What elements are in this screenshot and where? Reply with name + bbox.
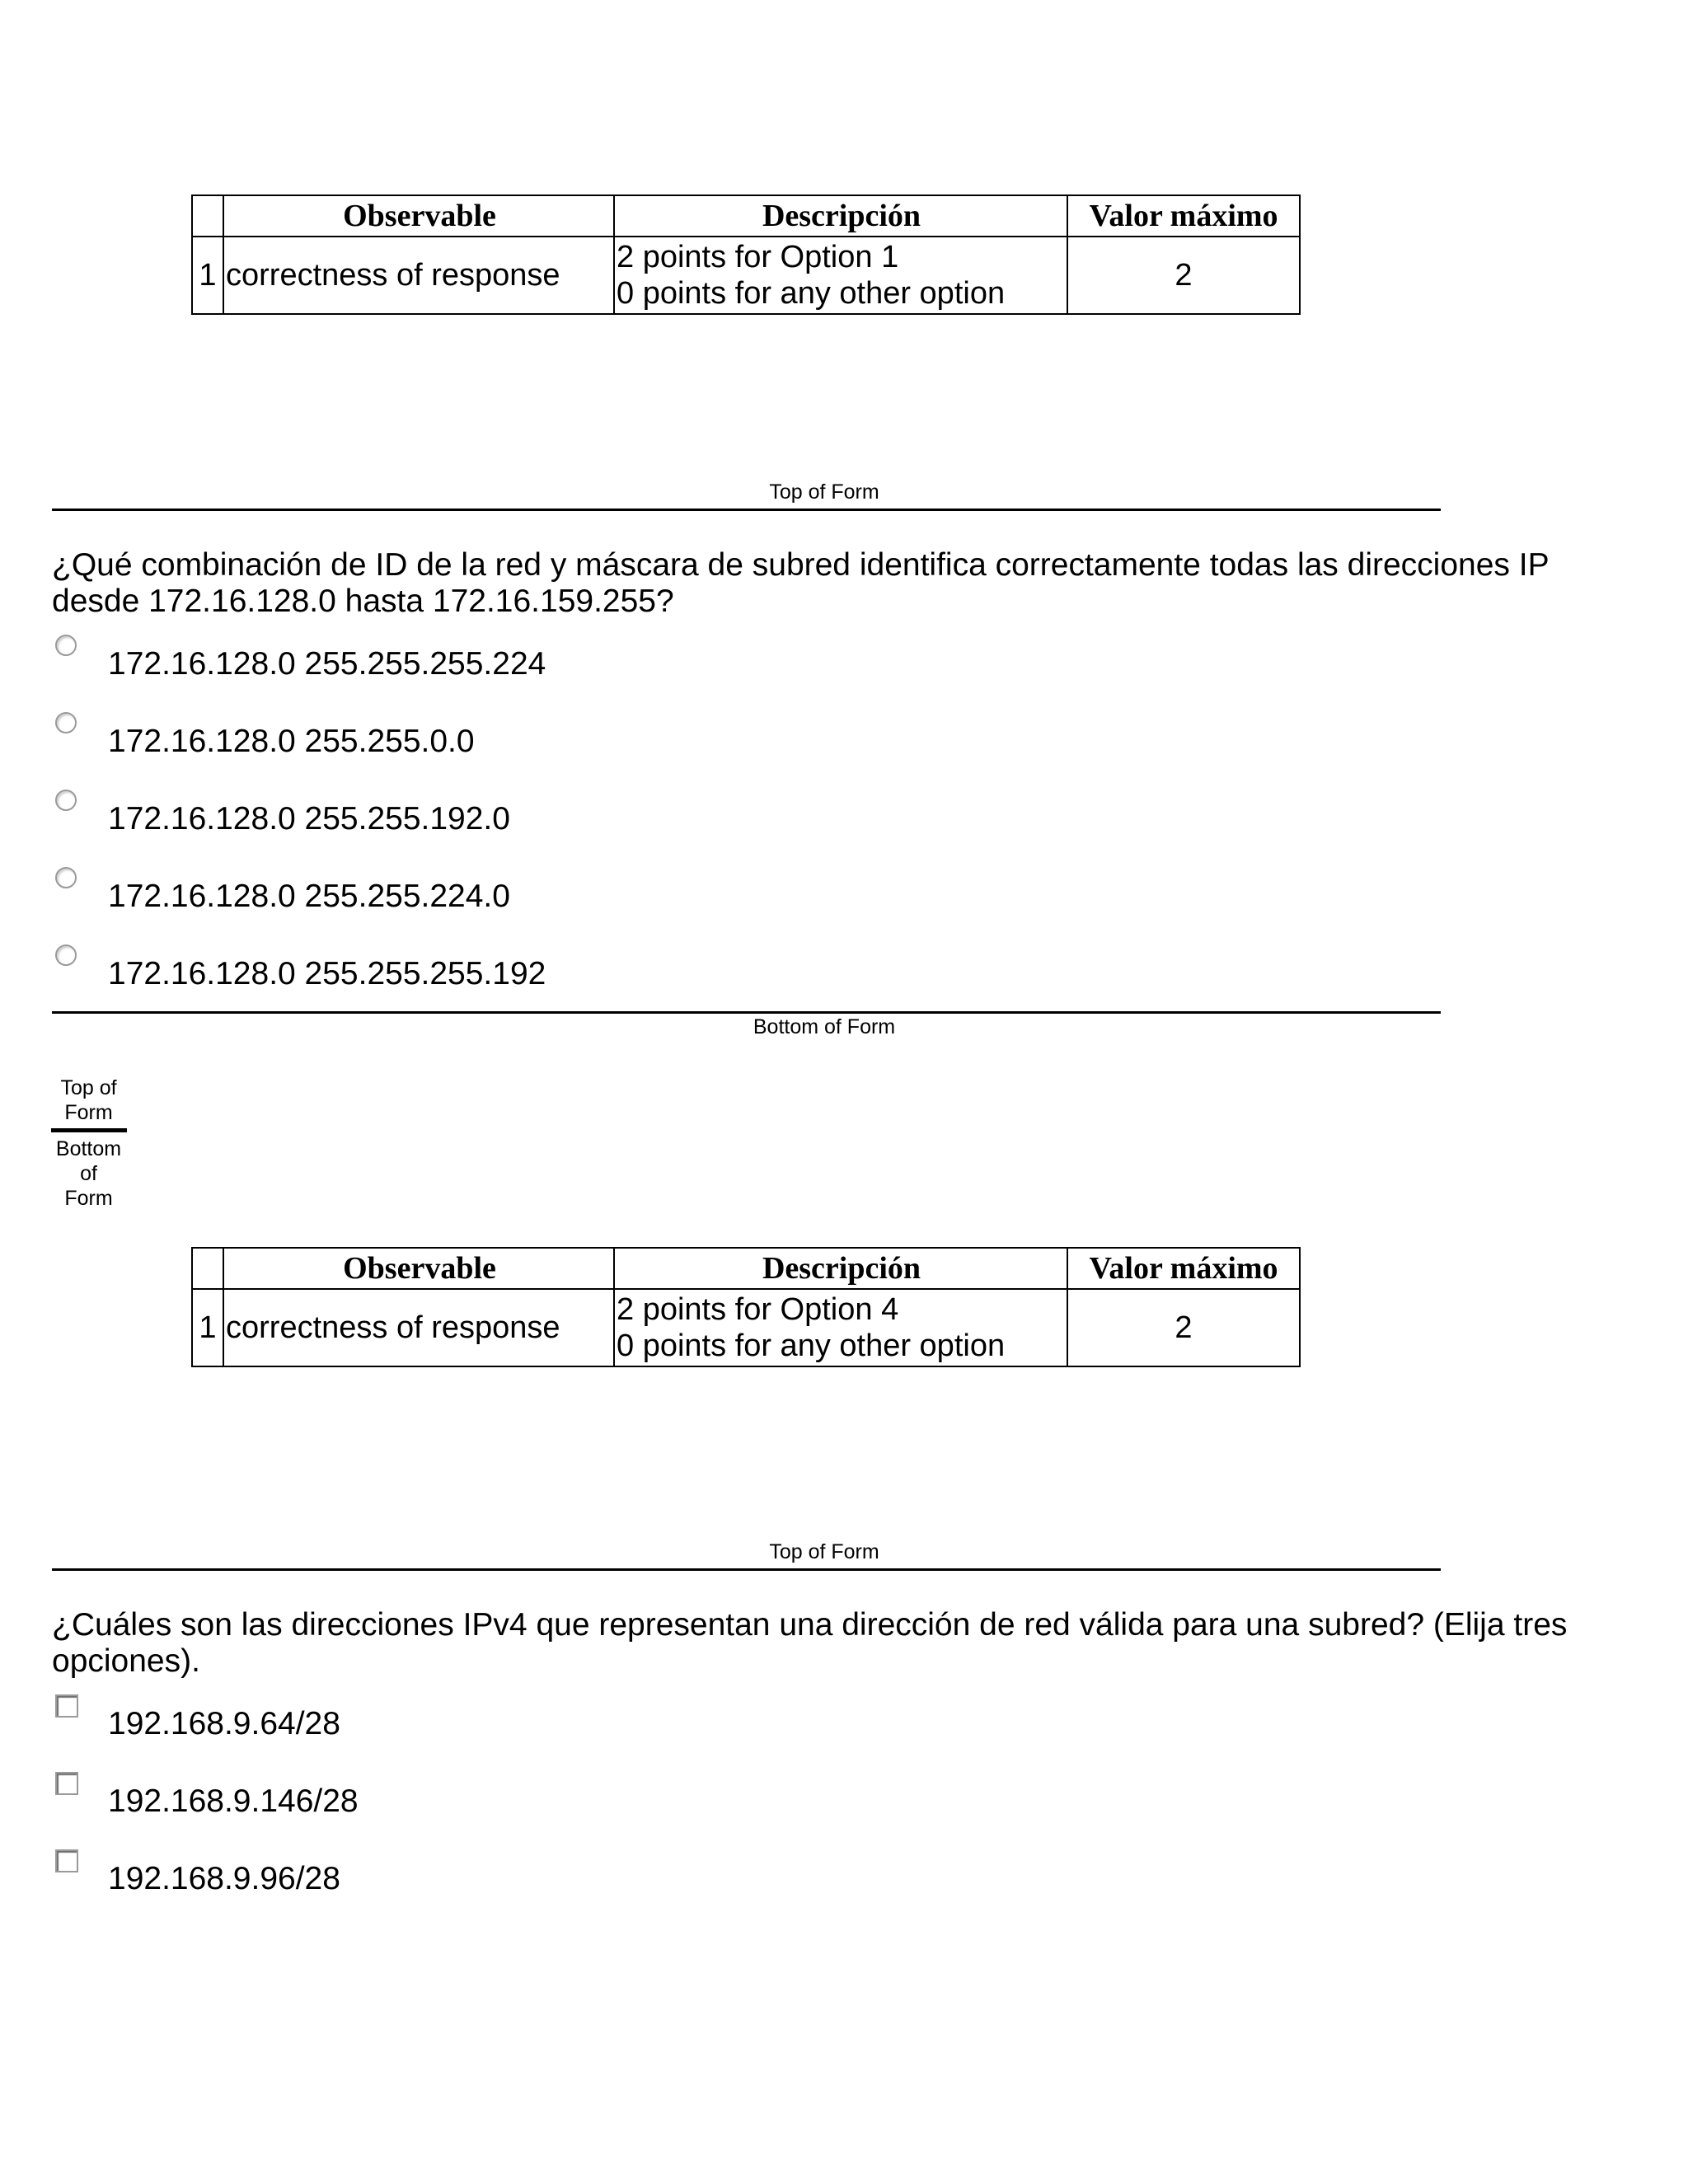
form-top-divider <box>52 1568 1441 1571</box>
rubric-row-num: 1 <box>192 237 223 314</box>
rubric-header-descripcion: Descripción <box>614 195 1067 237</box>
question-1-text: ¿Qué combinación de ID de la red y máscara de subred identifica correctamente todas las direcciones IP desde 172.16.128.0 hasta 172.16.159.255? <box>52 547 1549 619</box>
question-2-text: ¿Cuáles son las direcciones IPv4 que representan una dirección de red válida para una subred? (Elija tres opciones). <box>52 1607 1568 1679</box>
rubric-desc-line-2: 0 points for any other option <box>617 1329 1006 1363</box>
q1-option-4-label: 172.16.128.0 255.255.224.0 <box>108 879 510 914</box>
q1-option-5[interactable] <box>52 944 1041 994</box>
rubric-header-descripcion: Descripción <box>614 1248 1067 1289</box>
checkbox[interactable] <box>55 1694 78 1718</box>
rubric-header-row <box>192 1248 1300 1289</box>
rubric-desc-line-1: 2 points for Option 1 <box>617 240 899 274</box>
q1-option-2-label: 172.16.128.0 255.255.0.0 <box>108 724 475 759</box>
top-of-form-label: Top of Form <box>769 1540 879 1563</box>
q2-option-1-label: 192.168.9.64/28 <box>108 1706 340 1741</box>
mini-top-line-1: Top of <box>60 1076 117 1099</box>
rubric-header-num <box>192 195 223 237</box>
q2-option-2[interactable] <box>52 1772 1041 1821</box>
rubric-header-valor: Valor máximo <box>1067 195 1300 237</box>
rubric-row-observable: correctness of response <box>223 1289 614 1366</box>
form-bottom-divider <box>52 1011 1441 1014</box>
q1-option-1[interactable] <box>52 635 1041 684</box>
rubric-row <box>192 1289 1300 1366</box>
rubric-header-row <box>192 195 1300 237</box>
rubric-desc-line-2: 0 points for any other option <box>617 276 1006 311</box>
q2-option-3-label: 192.168.9.96/28 <box>108 1861 340 1896</box>
rubric-row-num: 1 <box>192 1289 223 1366</box>
mini-bottom-line-2: of <box>80 1162 97 1185</box>
checkbox[interactable] <box>55 1772 78 1795</box>
rubric-row-valor: 2 <box>1067 237 1300 314</box>
mini-form-divider <box>51 1128 127 1132</box>
rubric-row <box>192 237 1300 314</box>
radio-button[interactable] <box>55 867 77 888</box>
mini-bottom-line-3: Form <box>64 1187 113 1210</box>
rubric-table-1 <box>191 194 1301 315</box>
rubric-row-description <box>614 237 1067 314</box>
mini-top-of-form <box>49 1076 128 1125</box>
mini-bottom-of-form <box>49 1137 128 1211</box>
rubric-header-num <box>192 1248 223 1289</box>
q2-option-2-label: 192.168.9.146/28 <box>108 1783 359 1819</box>
radio-button[interactable] <box>55 790 77 811</box>
rubric-header-observable: Observable <box>223 1248 614 1289</box>
rubric-desc-line-1: 2 points for Option 4 <box>617 1292 899 1327</box>
q2-option-3[interactable] <box>52 1849 1041 1899</box>
q2-option-1[interactable] <box>52 1694 1041 1744</box>
radio-button[interactable] <box>55 944 77 966</box>
mini-bottom-line-1: Bottom <box>55 1137 122 1160</box>
rubric-row-valor: 2 <box>1067 1289 1300 1366</box>
checkbox[interactable] <box>55 1849 78 1872</box>
radio-button[interactable] <box>55 635 77 656</box>
rubric-row-observable: correctness of response <box>223 237 614 314</box>
top-of-form-label: Top of Form <box>769 480 879 504</box>
q1-option-4[interactable] <box>52 867 1041 916</box>
form-top-divider <box>52 509 1441 511</box>
q1-option-3[interactable] <box>52 790 1041 839</box>
rubric-row-description <box>614 1289 1067 1366</box>
radio-button[interactable] <box>55 712 77 733</box>
rubric-table-2 <box>191 1247 1301 1367</box>
rubric-header-valor: Valor máximo <box>1067 1248 1300 1289</box>
bottom-of-form-label: Bottom of Form <box>753 1015 896 1038</box>
q1-option-2[interactable] <box>52 712 1041 762</box>
rubric-header-observable: Observable <box>223 195 614 237</box>
q1-option-1-label: 172.16.128.0 255.255.255.224 <box>108 646 546 682</box>
q1-option-5-label: 172.16.128.0 255.255.255.192 <box>108 956 546 991</box>
mini-top-line-2: Form <box>64 1101 113 1124</box>
q1-option-3-label: 172.16.128.0 255.255.192.0 <box>108 801 510 837</box>
